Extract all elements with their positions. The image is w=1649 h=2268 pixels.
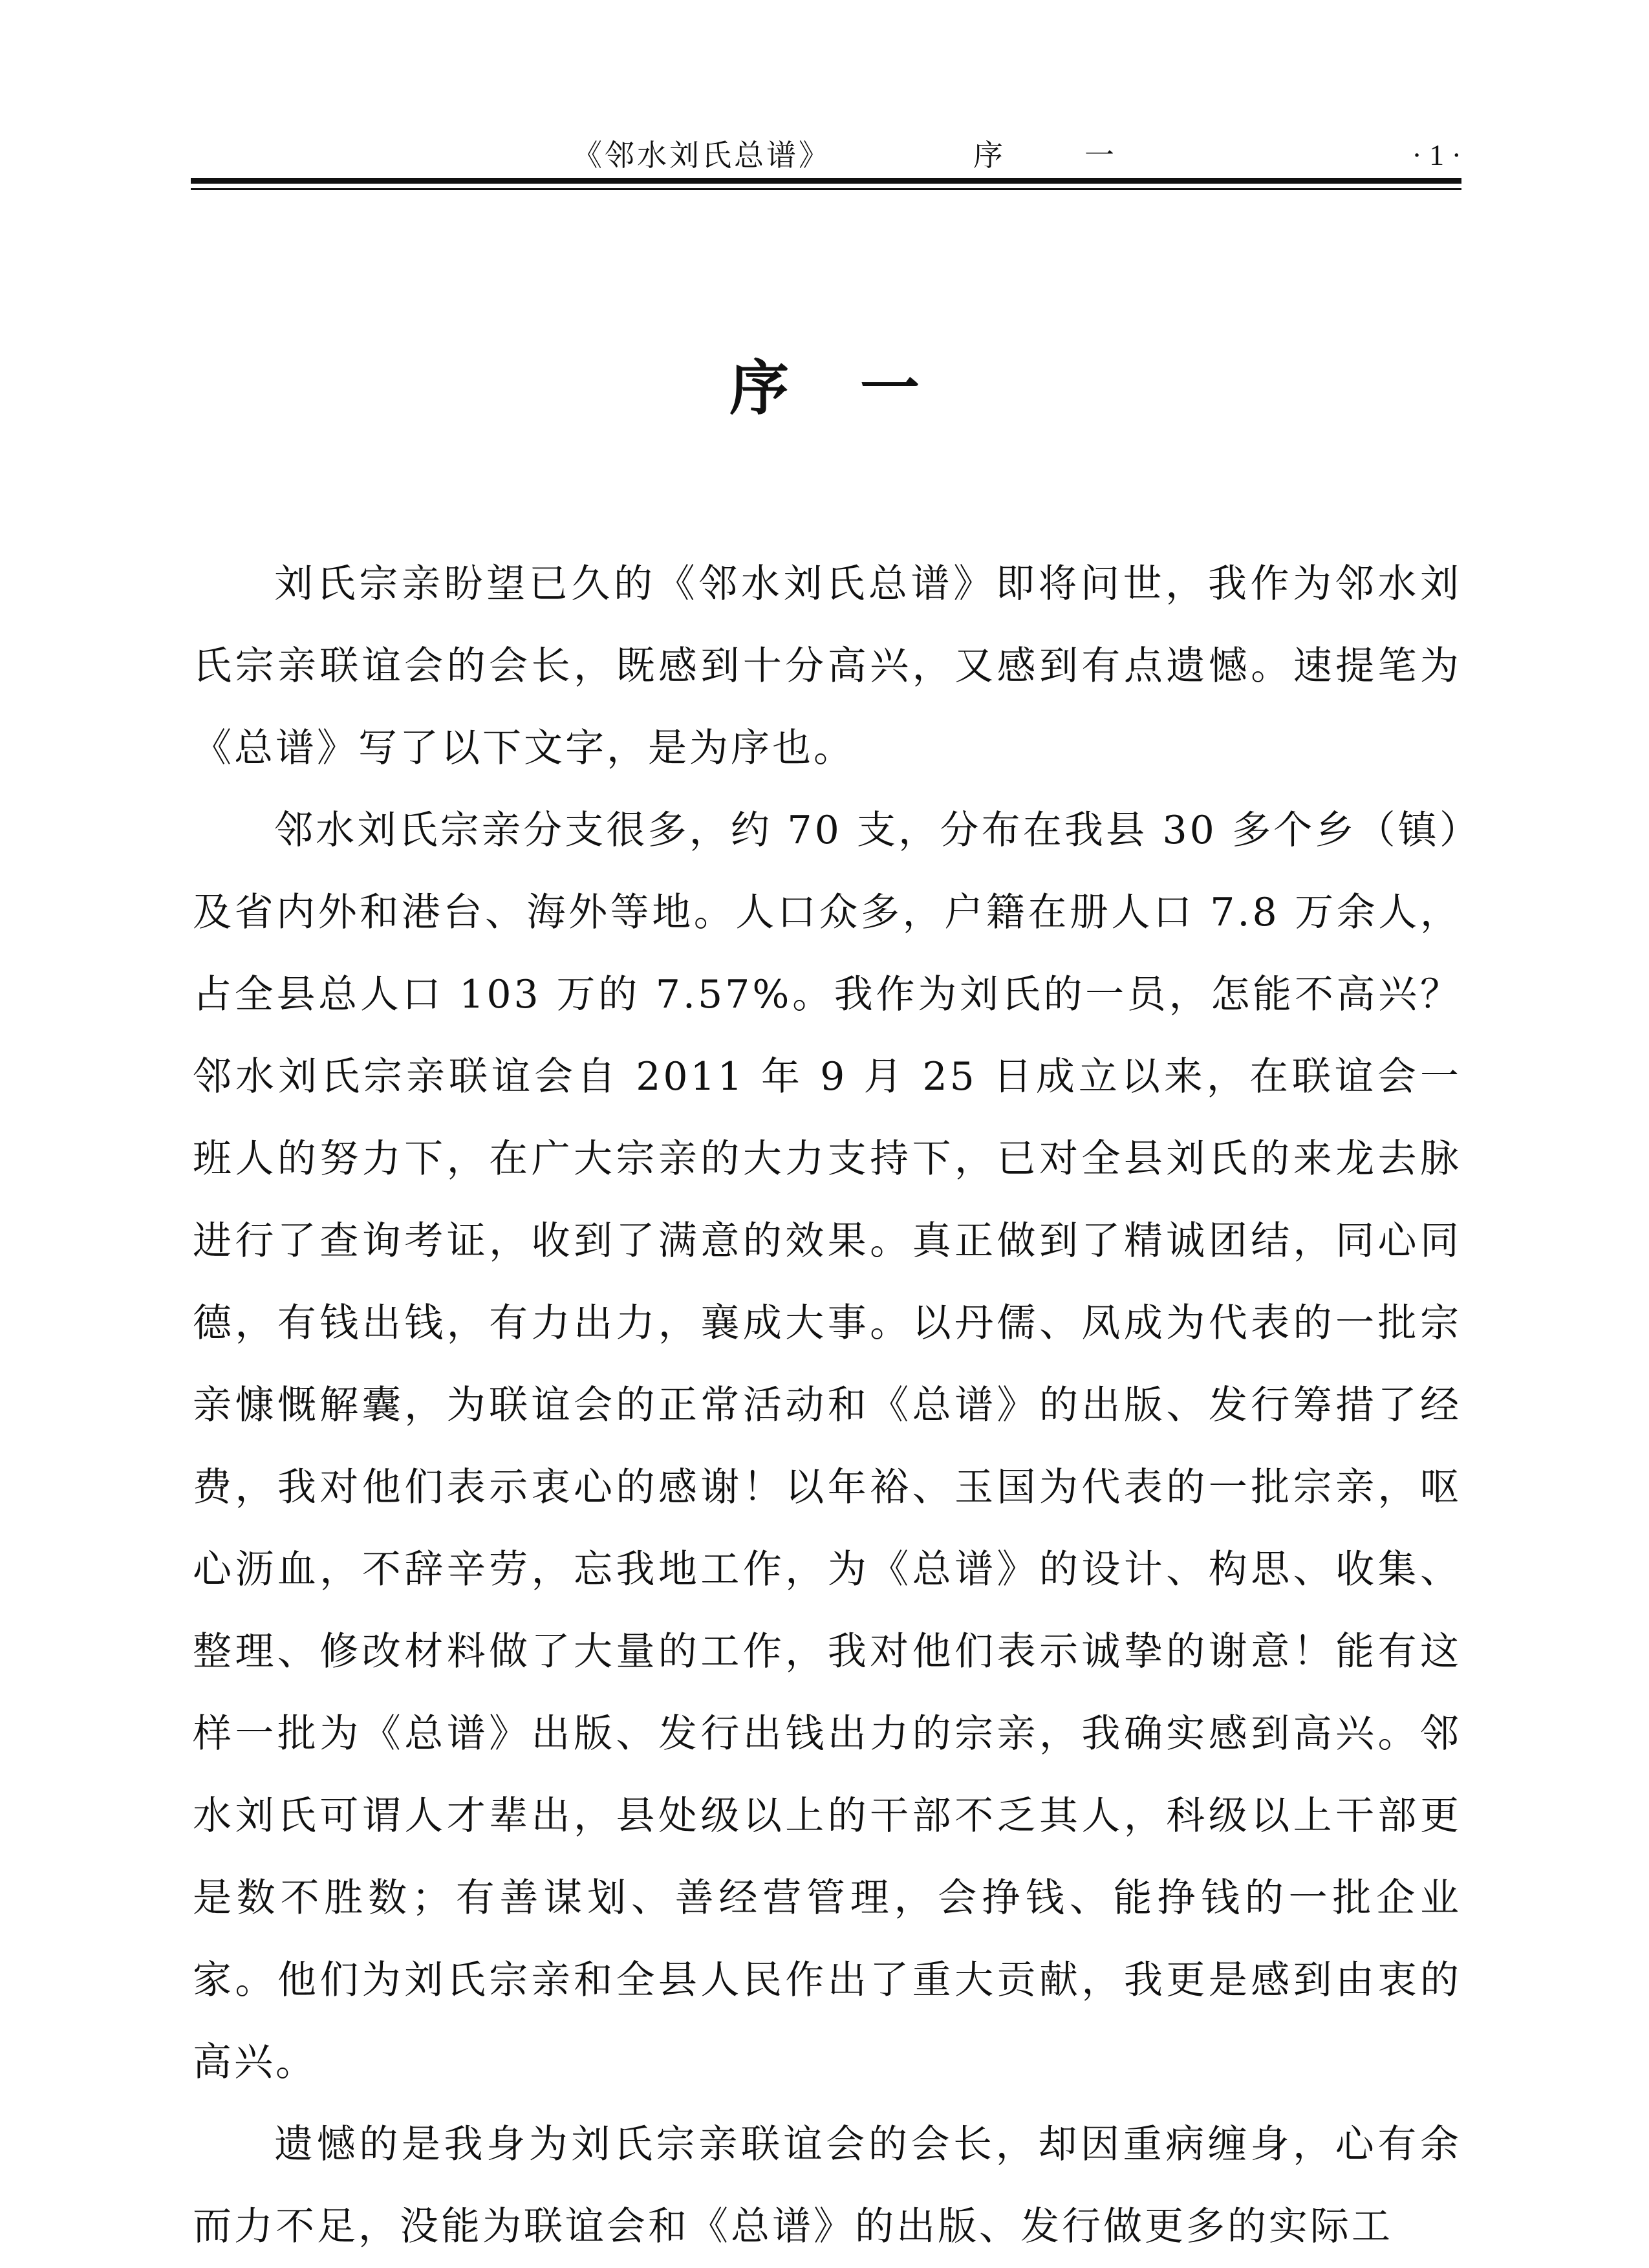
paragraph: 刘氏宗亲盼望已久的《邻水刘氏总谱》即将问世，我作为邻水刘氏宗亲联谊会的会长，既感到十分高兴，又感到有点遗憾。速提笔为《总谱》写了以下文字，是为序也。 (193, 561, 1461, 771)
paragraph: 邻水刘氏宗亲分支很多，约 70 支，分布在我县 30 多个乡（镇）及省内外和港台、海外等地。人口众多，户籍在册人口 7.8 万余人，占全县总人口 103 万的 7.57%。我作为刘氏的一员，怎能不高兴？邻水刘氏宗亲联谊会自 2011 年 9 月 25 日成立以来，在联谊会一班人的努力下，在广大宗亲的大力支持下，已对全县刘氏的来龙去脉进行了查询考证，收到了满意的效果。真正做到了精诚团结，同心同德，有钱出钱，有力出力，襄成大事。以丹儒、凤成为代表的一批宗亲慷慨解囊，为联谊会的正常活动和《总谱》的出版、发行筹措了经费，我对他们表示衷心的感谢！以年裕、玉国为代表的一批宗亲，呕心沥血，不辞辛劳，忘我地工作，为《总谱》的设计、构思、收集、整理、修改材料做了大量的工作，我对他们表示诚挚的谢意！能有这样一批为《总谱》出版、发行出钱出力的宗亲，我确实感到高兴。邻水刘氏可谓人才辈出，县处级以上的干部不乏其人，科级以上干部更是数不胜数；有善谋划、善经营管理，会挣钱、能挣钱的一批企业家。他们为刘氏宗亲和全县人民作出了重大贡献，我更是感到由衷的高兴。 (193, 808, 1461, 2085)
header-page-number: · 1 · (1412, 138, 1461, 171)
header-book-title: 《邻水刘氏总谱》 (572, 138, 831, 173)
paragraph: 遗憾的是我身为刘氏宗亲联谊会的会长，却因重病缠身，心有余而力不足，没能为联谊会和《总谱》的出版、发行做更多的实际工 (193, 2122, 1461, 2249)
header-rule-thin (191, 188, 1461, 190)
body-text (193, 543, 1461, 2268)
page-title: 序一 (729, 353, 991, 423)
running-header (191, 133, 1461, 178)
header-section-name: 序 一 (973, 138, 1140, 173)
header-rule-thick (191, 178, 1461, 184)
